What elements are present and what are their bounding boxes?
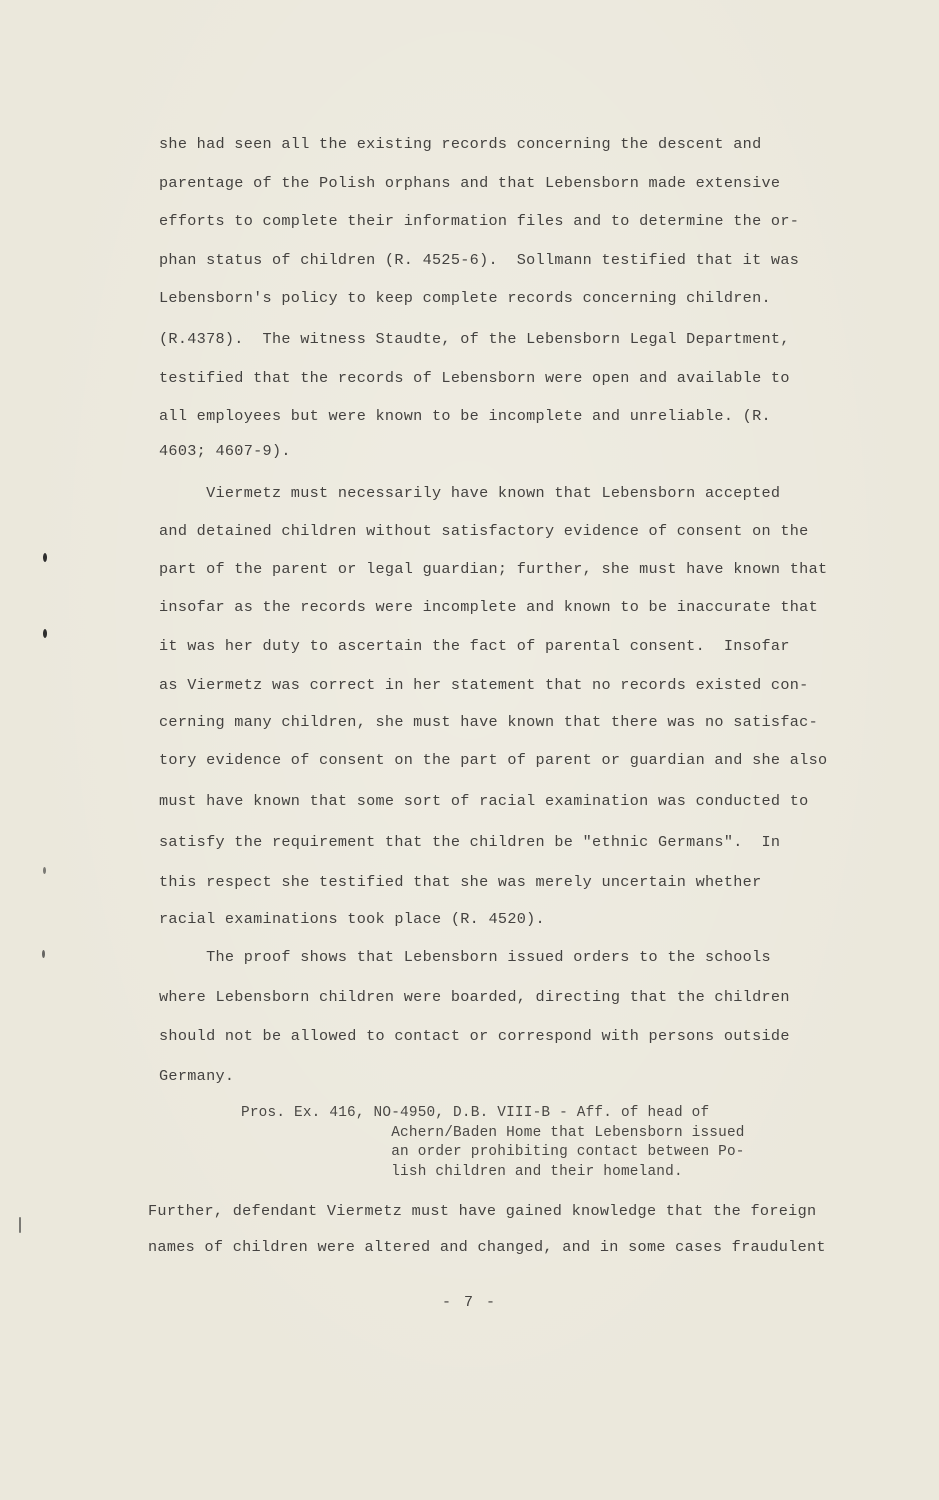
text-line: names of children were altered and changed, and in some cases fraudulent — [148, 1238, 826, 1256]
text-line: Viermetz must necessarily have known that Lebensborn accepted — [159, 484, 781, 502]
margin-mark — [43, 867, 46, 874]
text-line: must have known that some sort of racial examination was conducted to — [159, 792, 809, 810]
text-line: she had seen all the existing records concerning the descent and — [159, 135, 762, 153]
text-line: it was her duty to ascertain the fact of parental consent. Insofar — [159, 637, 790, 655]
citation-line: an order prohibiting contact between Po- — [241, 1144, 745, 1160]
text-line: racial examinations took place (R. 4520). — [159, 910, 545, 928]
text-line: and detained children without satisfactory evidence of consent on the — [159, 522, 809, 540]
text-line: insofar as the records were incomplete and known to be inaccurate that — [159, 598, 818, 616]
page-number: - 7 - — [441, 1294, 497, 1311]
text-line: 4603; 4607-9). — [159, 442, 291, 460]
citation-line: Pros. Ex. 416, NO-4950, D.B. VIII-B - Aff. of head of — [241, 1105, 710, 1121]
text-line: efforts to complete their information files and to determine the or- — [159, 212, 800, 230]
text-line: The proof shows that Lebensborn issued orders to the schools — [159, 948, 771, 966]
text-line: parentage of the Polish orphans and that Lebensborn made extensive — [159, 174, 781, 192]
text-line: where Lebensborn children were boarded, directing that the children — [159, 988, 790, 1006]
text-line: Germany. — [159, 1067, 235, 1085]
text-line: phan status of children (R. 4525-6). Sollmann testified that it was — [159, 251, 800, 269]
text-line: tory evidence of consent on the part of parent or guardian and she also — [159, 751, 828, 769]
text-line: part of the parent or legal guardian; further, she must have known that — [159, 560, 828, 578]
margin-mark — [19, 1217, 21, 1233]
margin-mark — [42, 950, 45, 958]
citation-line: Achern/Baden Home that Lebensborn issued — [241, 1125, 745, 1141]
text-line: Lebensborn's policy to keep complete records concerning children. — [159, 289, 771, 307]
text-line: testified that the records of Lebensborn were open and available to — [159, 369, 790, 387]
citation-line: lish children and their homeland. — [241, 1164, 683, 1180]
text-line: this respect she testified that she was merely uncertain whether — [159, 873, 762, 891]
text-line: should not be allowed to contact or correspond with persons outside — [159, 1027, 790, 1045]
margin-mark — [43, 629, 47, 638]
margin-mark — [43, 553, 47, 562]
text-line: Further, defendant Viermetz must have gained knowledge that the foreign — [148, 1202, 817, 1220]
text-line: satisfy the requirement that the children be "ethnic Germans". In — [159, 833, 781, 851]
text-line: as Viermetz was correct in her statement that no records existed con- — [159, 676, 809, 694]
text-line: all employees but were known to be incomplete and unreliable. (R. — [159, 407, 771, 425]
text-line: cerning many children, she must have known that there was no satisfac- — [159, 713, 818, 731]
text-line: (R.4378). The witness Staudte, of the Lebensborn Legal Department, — [159, 330, 790, 348]
